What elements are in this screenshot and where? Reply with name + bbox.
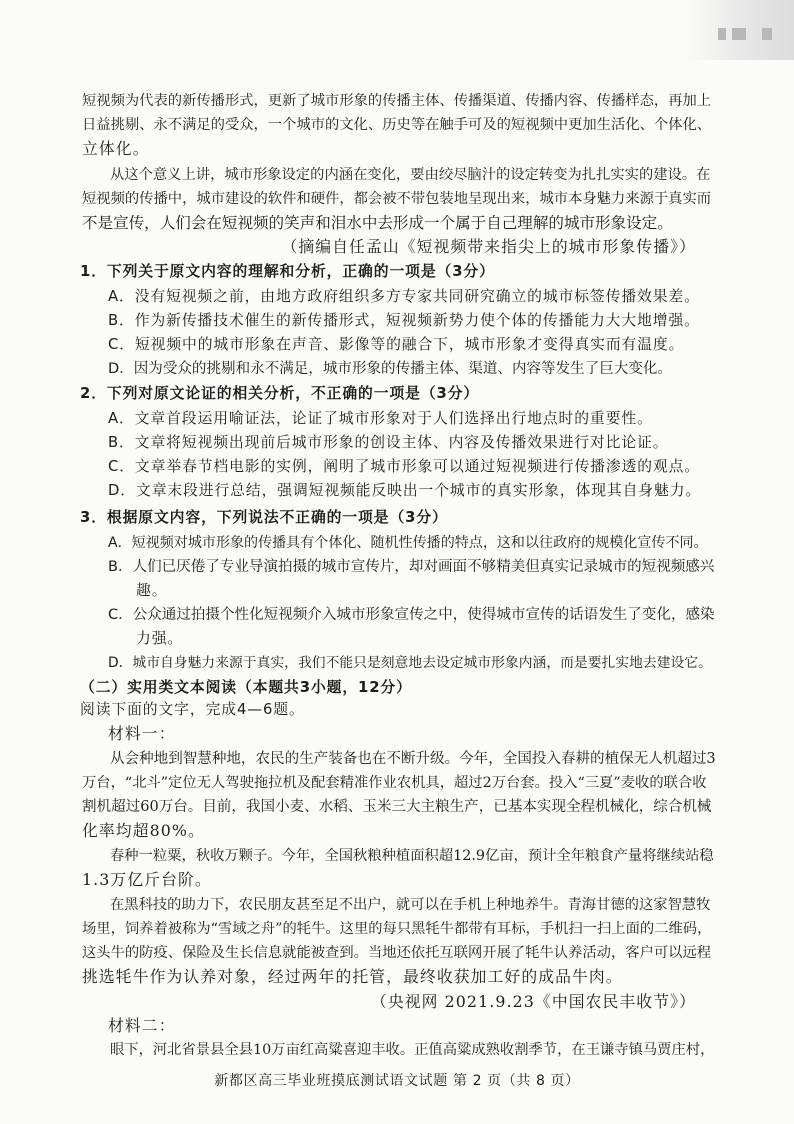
material-label: 材料一： <box>108 724 176 743</box>
material-source: （央视网 2021.9.23《中国农民丰收节》） <box>370 992 696 1011</box>
section-heading: （二）实用类文本阅读（本题共3小题，12分） <box>80 679 412 696</box>
material-line: 化率均超80%。 <box>82 821 205 840</box>
question-option: C．公众通过拍摄个性化短视频介入城市形象宣传之中，使得城市宣传的话语发生了变化，感染 <box>108 606 715 623</box>
question-stem: 1．下列关于原文内容的理解和分析，正确的一项是（3分） <box>80 263 495 280</box>
question-option-cont: 趣。 <box>136 582 168 599</box>
material-line: 1.3万亿斤台阶。 <box>82 870 212 889</box>
question-option: A．文章首段运用喻证法，论证了城市形象对于人们选择出行地点时的重要性。 <box>108 410 653 427</box>
question-option: B．作为新传播技术催生的新传播形式，短视频新势力使个体的传播能力大大地增强。 <box>108 312 700 329</box>
passage-line: 立体化。 <box>82 139 150 158</box>
question-option: D．文章末段进行总结，强调短视频能反映出一个城市的真实形象，体现其自身魅力。 <box>108 482 702 499</box>
material-line: 万台，“北斗”定位无人驾驶拖拉机及配套精准作业农机具，超过2万台套。投入“三夏”麦收的联合收 <box>82 775 707 791</box>
material-line: 眼下，河北省景县全县10万亩红高粱喜迎丰收。正值高粱成熟收割季节，在王谦寺镇马贾庄村， <box>110 1042 715 1058</box>
material-line: 场里，饲养着被称为“雪域之舟”的牦牛。这里的每只黑牦牛都带有耳标，手机扫一扫上面的二维码， <box>82 921 712 937</box>
question-option: B．文章将短视频出现前后城市形象的创设主体、内容及传播效果进行对比论证。 <box>108 434 669 451</box>
question-option: C．短视频中的城市形象在声音、影像等的融合下，城市形象才变得真实而有温度。 <box>108 336 685 353</box>
material-label: 材料二： <box>108 1016 176 1035</box>
passage-line: 短视频为代表的新传播形式，更新了城市形象的传播主体、传播渠道、传播内容、传播样态，再加上 <box>82 93 712 109</box>
section-instruction: 阅读下面的文字，完成4—6题。 <box>80 701 305 718</box>
passage-source: （摘编自任孟山《短视频带来指尖上的城市形象传播》） <box>281 237 696 256</box>
question-option: A．没有短视频之前，由地方政府组织多方专家共同研究确立的城市标签传播效果差。 <box>108 288 700 305</box>
passage-line: 短视频的传播中，城市建设的软件和硬件，都会被不带包装地呈现出来，城市本身魅力来源于真实而 <box>82 191 712 207</box>
passage-line: 日益挑剔、永不满足的受众，一个城市的文化、历史等在触手可及的短视频中更加生活化、个体化、 <box>82 117 712 133</box>
question-option: B．人们已厌倦了专业导演拍摄的城市宣传片，却对画面不够精美但真实记录城市的短视频感兴 <box>108 558 715 575</box>
question-option: A．短视频对城市形象的传播具有个体化、随机性传播的特点，这和以往政府的规模化宣传不同。 <box>108 535 708 551</box>
question-stem: 2．下列对原文论证的相关分析，不正确的一项是（3分） <box>80 385 480 402</box>
question-option: C．文章举春节档电影的实例，阐明了城市形象可以通过短视频进行传播渗透的观点。 <box>108 458 701 475</box>
material-line: 春种一粒粟，秋收万颗子。今年，全国秋粮种植面积超12.9亿亩，预计全年粮食产量将继续站稳 <box>110 848 714 864</box>
question-option-cont: 力强。 <box>136 630 184 647</box>
material-line: 从会种地到智慧种地，农民的生产装备也在不断升级。今年，全国投入春耕的植保无人机超过3 <box>110 750 716 767</box>
page-footer: 新都区高三毕业班摸底测试语文试题 第 2 页（共 8 页） <box>214 1073 580 1089</box>
material-line: 在黑科技的助力下，农民朋友甚至足不出户，就可以在手机上种地养牛。青海甘德的这家智慧牧 <box>110 897 711 913</box>
material-line: 割机超过60万台。目前，我国小麦、水稻、玉米三大主粮生产，已基本实现全程机械化，综合机械 <box>82 798 712 815</box>
material-line: 这头牛的防疫、保险及生长信息就能被查到。当地还依托互联网开展了牦牛认养活动，客户可以远程 <box>82 945 712 961</box>
passage-line: 从这个意义上讲，城市形象设定的内涵在变化，要由绞尽脑汁的设定转变为扎扎实实的建设。在 <box>110 167 711 183</box>
question-stem: 3．根据原文内容，下列说法不正确的一项是（3分） <box>80 509 448 526</box>
passage-line: 不是宣传，人们会在短视频的笑声和泪水中去形成一个属于自己理解的城市形象设定。 <box>82 214 673 232</box>
question-option: D．因为受众的挑剔和永不满足，城市形象的传播主体、渠道、内容等发生了巨大变化。 <box>108 360 672 377</box>
question-option: D．城市自身魅力来源于真实，我们不能只是刻意地去设定城市形象内涵，而是要扎实地去建设它。 <box>108 655 712 671</box>
material-line: 挑选牦牛作为认养对象，经过两年的托管，最终收获加工好的成品牛肉。 <box>82 967 623 986</box>
